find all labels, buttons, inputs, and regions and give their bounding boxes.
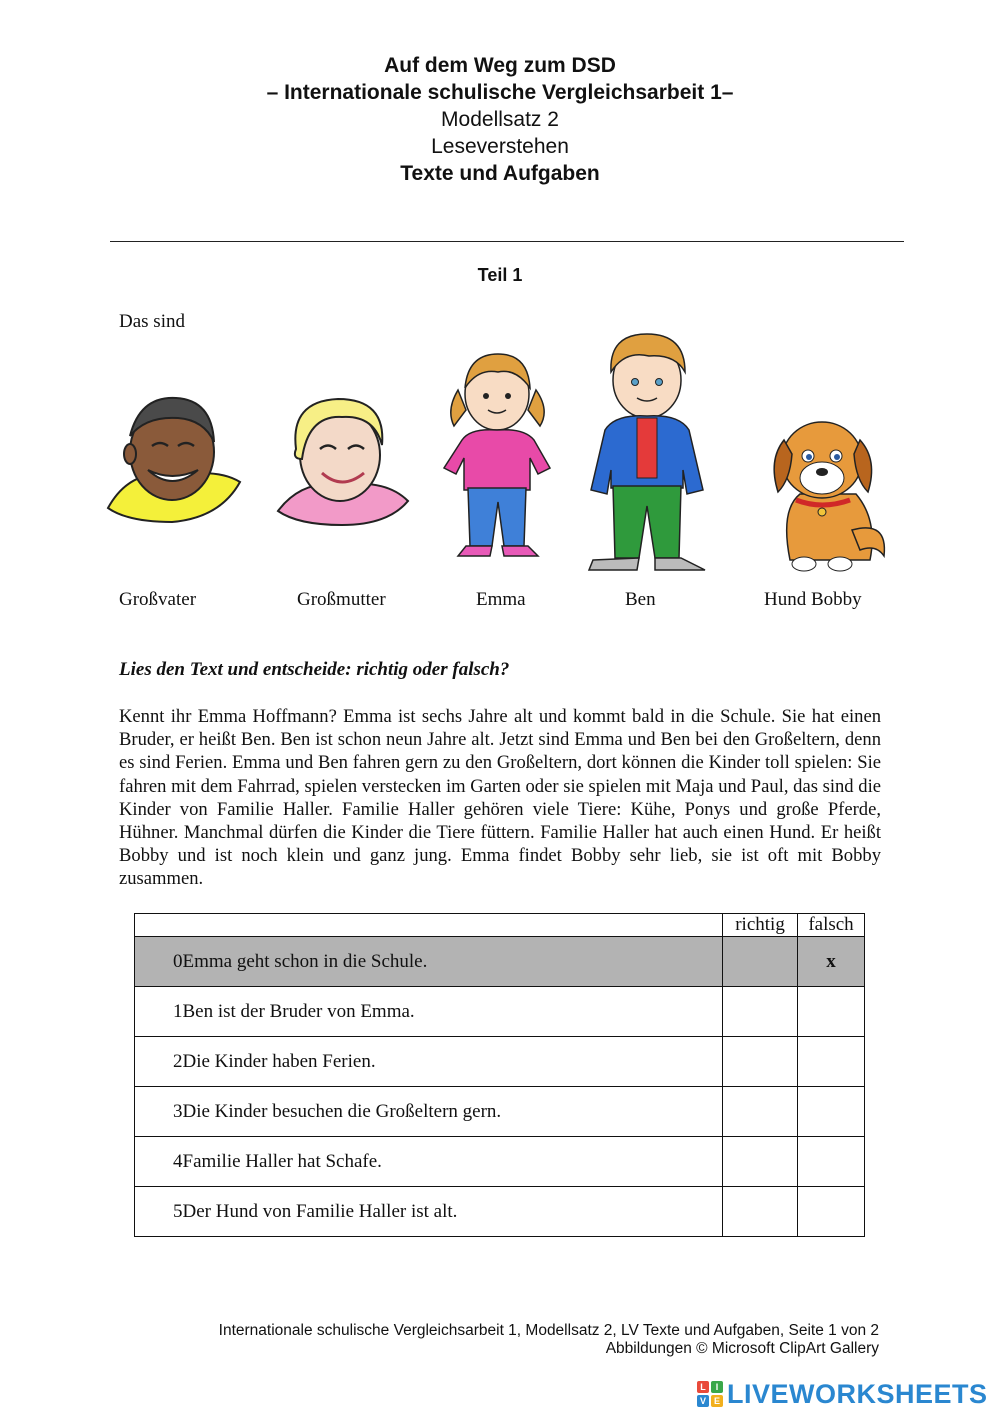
logo-letter: E <box>711 1395 723 1407</box>
statement-text: Familie Haller hat Schafe. <box>182 1150 382 1172</box>
statement-number: 3 <box>173 1100 183 1122</box>
richtig-answer-box[interactable] <box>723 1137 798 1187</box>
statement-text: Ben ist der Bruder von Emma. <box>182 1000 415 1022</box>
table-row <box>135 1087 865 1137</box>
footer-line-1: Internationale schulische Vergleichsarbeit 1, Modellsatz 2, LV Texte und Aufgaben, Seite 1 von 2 <box>218 1322 879 1339</box>
title-line-5: Texte und Aufgaben <box>400 162 600 185</box>
statement-text: Emma geht schon in die Schule. <box>182 950 428 972</box>
statement-text: Der Hund von Familie Haller ist alt. <box>182 1200 458 1222</box>
girl-emma-icon <box>440 350 555 565</box>
richtig-answer-box[interactable] <box>723 1037 798 1087</box>
falsch-answer-box[interactable] <box>798 1137 865 1187</box>
caption-emma: Emma <box>476 589 526 610</box>
falsch-answer-box[interactable] <box>798 1037 865 1087</box>
table-row <box>135 987 865 1037</box>
intro-text: Das sind <box>119 311 185 332</box>
liveworksheets-logo <box>697 1380 988 1408</box>
falsch-cell: x <box>798 937 865 987</box>
richtig-answer-box[interactable] <box>723 1187 798 1237</box>
table-row <box>135 1037 865 1087</box>
statement-cell <box>135 987 723 1037</box>
header-richtig: richtig <box>723 914 798 937</box>
statement-number: 2 <box>173 1050 183 1072</box>
statement-cell <box>135 937 723 987</box>
logo-letter: L <box>697 1381 709 1393</box>
logo-letter: I <box>711 1381 723 1393</box>
header-blank-cell <box>135 914 723 937</box>
table-header-row <box>135 914 865 937</box>
boy-ben-icon <box>585 330 710 575</box>
statement-text: Die Kinder haben Ferien. <box>182 1050 376 1072</box>
richtig-answer-box[interactable] <box>723 1087 798 1137</box>
logo-letter: V <box>697 1395 709 1407</box>
brand-name: LIVEWORKSHEETS <box>727 1378 988 1409</box>
table-row <box>135 1137 865 1187</box>
page-footer <box>219 1322 879 1358</box>
statement-cell <box>135 1037 723 1087</box>
document-header <box>0 52 1000 187</box>
task-instruction: Lies den Text und entscheide: richtig oder falsch? <box>119 659 510 680</box>
statement-number: 0 <box>173 950 183 972</box>
statement-cell <box>135 1137 723 1187</box>
logo-grid-icon <box>697 1381 723 1407</box>
statement-number: 5 <box>173 1200 183 1222</box>
falsch-answer-box[interactable] <box>798 987 865 1037</box>
statement-cell <box>135 1187 723 1237</box>
grandfather-icon <box>100 390 245 525</box>
richtig-cell <box>723 937 798 987</box>
title-line-3: Modellsatz 2 <box>441 108 559 131</box>
header-falsch: falsch <box>798 914 865 937</box>
falsch-answer-box[interactable] <box>798 1187 865 1237</box>
caption-grandfather: Großvater <box>119 589 197 610</box>
section-title: Teil 1 <box>477 265 523 285</box>
title-line-4: Leseverstehen <box>431 135 569 158</box>
statement-text: Die Kinder besuchen die Großeltern gern. <box>182 1100 502 1122</box>
reading-text: Kennt ihr Emma Hoffmann? Emma ist sechs Jahre alt und kommt bald in die Schule. Sie hat einen Bruder, er heißt Ben. Ben ist schon neun Jahre alt. Jetzt sind Emma und Ben bei den Großeltern, denn es sind Ferien. Emma und Ben fahren gern zu den Großeltern, dort können die Kinder toll spielen: Sie fahren mit dem Fahrrad, spielen verstecken im Garten oder sie spielen mit Maja und Paul, das sind die Kinder von Familie Haller. Familie Haller gehören viele Tiere: Kühe, Ponys und große Pferde, Hühner. Manchmal dürfen die Kinder die Tiere füttern. Familie Haller hat auch einen Hund. Er heißt Bobby und ist noch klein und ganz jung. Emma findet Bobby sehr lieb, sie ist oft mit Bobby zusammen. <box>119 706 881 890</box>
richtig-answer-box[interactable] <box>723 987 798 1037</box>
caption-grandmother: Großmutter <box>297 589 386 610</box>
dog-bobby-icon <box>760 410 890 575</box>
grandmother-icon <box>272 393 412 528</box>
table-row <box>135 937 865 987</box>
title-line-1: Auf dem Weg zum DSD <box>384 54 616 77</box>
caption-ben: Ben <box>625 589 656 610</box>
statement-number: 1 <box>173 1000 183 1022</box>
statement-number: 4 <box>173 1150 183 1172</box>
table-row <box>135 1187 865 1237</box>
caption-bobby: Hund Bobby <box>764 589 862 610</box>
answer-table <box>134 913 865 1237</box>
falsch-answer-box[interactable] <box>798 1087 865 1137</box>
statement-cell <box>135 1087 723 1137</box>
title-line-2: – Internationale schulische Vergleichsarbeit 1– <box>266 81 734 104</box>
footer-line-2: Abbildungen © Microsoft ClipArt Gallery <box>605 1340 879 1357</box>
horizontal-divider <box>110 241 904 242</box>
